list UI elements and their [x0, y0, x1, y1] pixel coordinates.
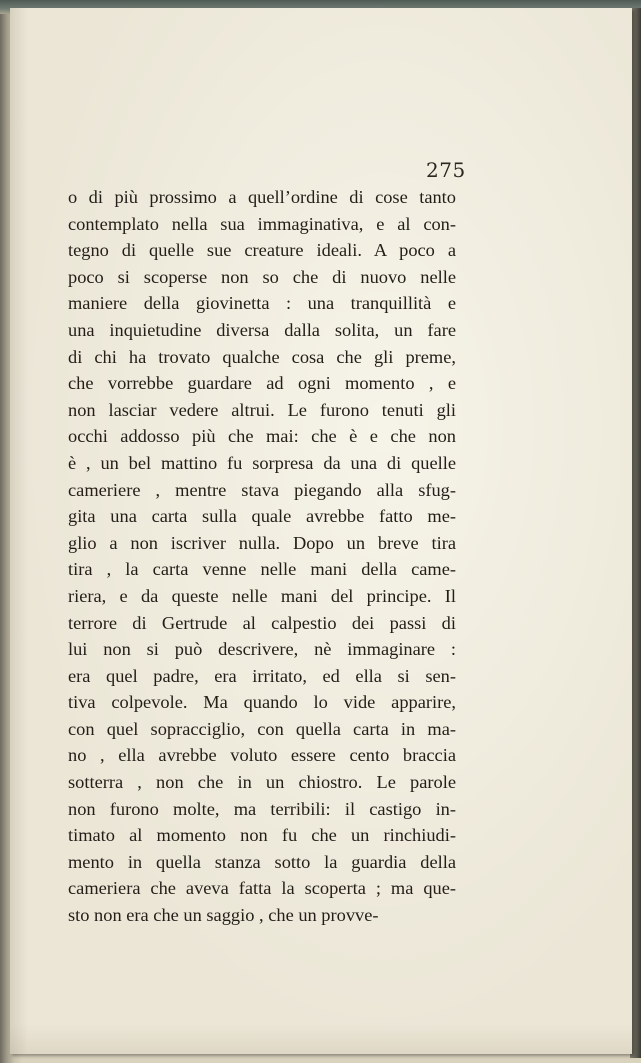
text-line: è , un bel mattino fu sorpresa da una di quelle — [68, 452, 456, 473]
text-line: poco si scoperse non so che di nuovo nelle — [68, 266, 456, 287]
text-line: cameriere , mentre stava piegando alla sfug- — [68, 479, 456, 500]
text-line: una inquietudine diversa dalla solita, un fare — [68, 319, 456, 340]
text-line: o di più prossimo a quell’ordine di cose tanto — [68, 187, 456, 207]
page-number: 275 — [426, 158, 466, 182]
text-line: gita una carta sulla quale avrebbe fatto me- — [68, 506, 456, 527]
text-line: riera, e da queste nelle mani del principe. Il — [68, 585, 456, 606]
text-line: di chi ha trovato qualche cosa che gli preme, — [68, 346, 456, 367]
text-line: terrore di Gertrude al calpestio dei passi di — [68, 612, 456, 633]
text-line: era quel padre, era irritato, ed ella si sen- — [68, 665, 456, 686]
text-line: sto non era che un saggio , che un provve- — [68, 905, 379, 926]
text-line: maniere della giovinetta : una tranquillità e — [68, 293, 456, 314]
text-line: sotterra , non che in un chiostro. Le parole — [68, 772, 456, 793]
text-line: no , ella avrebbe voluto essere cento braccia — [68, 745, 456, 766]
text-line: lui non si può descrivere, nè immaginare : — [68, 639, 456, 660]
text-line: occhi addosso più che mai: che è e che non — [68, 426, 456, 447]
text-line: non lasciar vedere altrui. Le furono tenuti gli — [68, 399, 456, 420]
text-line: contemplato nella sua immaginativa, e al con- — [68, 213, 456, 234]
text-line: che vorrebbe guardare ad ogni momento , e — [68, 373, 456, 394]
text-line: glio a non iscriver nulla. Dopo un breve tira — [68, 532, 456, 553]
text-line: tira , la carta venne nelle mani della came- — [68, 559, 456, 580]
text-line: tegno di quelle sue creature ideali. A poco a — [68, 240, 456, 261]
text-line: tiva colpevole. Ma quando lo vide apparire, — [68, 692, 456, 713]
text-line: mento in quella stanza sotto la guardia della — [68, 851, 456, 872]
text-line: non furono molte, ma terribili: il castigo in- — [68, 798, 456, 819]
text-line: timato al momento non fu che un rinchiudi- — [68, 825, 456, 846]
text-line: con quel sopracciglio, con quella carta in ma- — [68, 718, 456, 739]
body-text — [68, 184, 456, 929]
text-line: cameriera che aveva fatta la scoperta ; ma que- — [68, 878, 456, 899]
